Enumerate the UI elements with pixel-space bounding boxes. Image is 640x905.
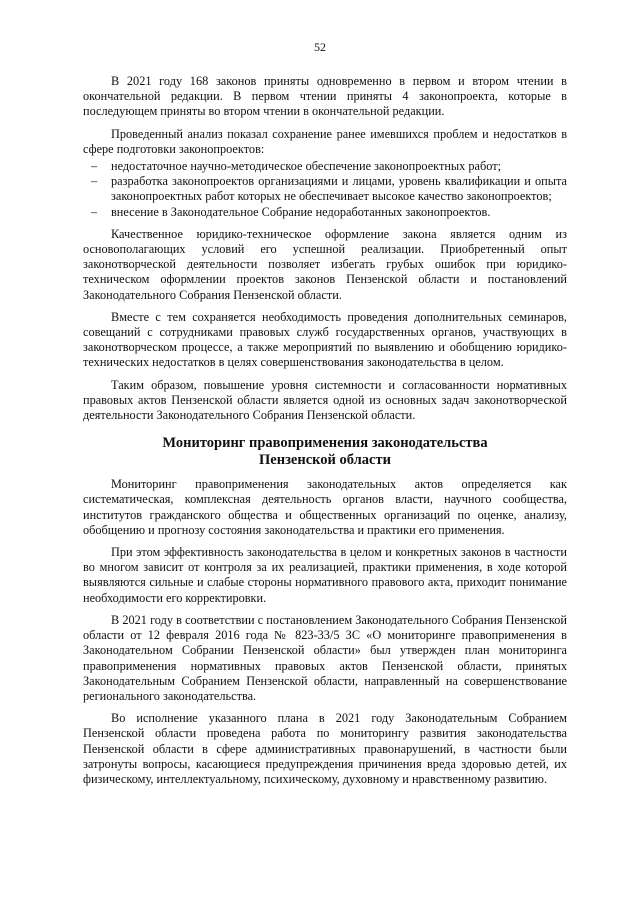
section-heading-line: Мониторинг правоприменения законодательства [162,435,488,452]
section-heading-line: Пензенской области [259,452,391,469]
paragraph: Во исполнение указанного плана в 2021 году Законодательным Собранием Пензенской области проведена работа по мониторингу развития законодательства Пензенской области в сфере административных правонарушений, в частности были затронуты вопросы, касающиеся предупреждения причинения вреда здоровью детей, их физическому, интеллектуальному, психическому, духовному и нравственному развитию. [83,711,567,786]
list-item [83,174,567,204]
paragraph: При этом эффективность законодательства в целом и конкретных законов в частности во многом зависит от контроля за их реализацией, практики применения, в ходе которой выявляются сильные и слабые стороны нормативного правового акта, приходит понимание необходимости его корректировки. [83,545,567,605]
list-item [83,159,567,174]
bullet-marker: – [91,204,98,219]
list-item-text: разработка законопроектов организациями и лицами, уровень квалификации и опыта законопроектных работ которых не обеспечивает высокое качество законопроектов; [111,174,567,204]
paragraph: Проведенный анализ показал сохранение ранее имевшихся проблем и недостатков в сфере подготовки законопроектов: [83,126,567,156]
list-item [83,205,567,220]
bullet-marker: – [91,174,98,189]
paragraph: Вместе с тем сохраняется необходимость проведения дополнительных семинаров, совещаний с сотрудниками правовых служб государственных органов, участвующих в законотворческом процессе, а также мероприятий по выявлению и обобщению юридико-технических недостатков в целях совершенствования законодательства в целом. [83,309,567,370]
paragraph: Качественное юридико-техническое оформление закона является одним из основополагающих условий его успешной реализации. Приобретенный опыт законотворческой деятельности позволяет избегать грубых ошибок при юридико-техническом оформлении проектов законов Пензенской области и постановлений Законодательного Собрания Пензенской области. [83,226,567,302]
section-heading [83,435,567,469]
page-content [83,74,567,794]
paragraph: В 2021 году в соответствии с постановлением Законодательного Собрания Пензенской области от 12 февраля 2016 года № 823-33/5 ЗС «О мониторинге правоприменения в Законодательном Собрании Пензенской области» был утвержден план мониторинга правоприменения нормативных правовых актов Пензенской области, принятых Законодательным Собранием Пензенской области, направленный на совершенствование регионального законодательства. [83,612,567,703]
paragraph: Мониторинг правоприменения законодательных актов определяется как систематическая, комплексная деятельность органов власти, научного сообщества, институтов гражданского общества и общественных организаций по оценке, анализу, обобщению и прогнозу состояния законодательства и практики его применения. [83,477,567,537]
list-item-text: недостаточное научно-методическое обеспечение законопроектных работ; [111,159,502,174]
bullet-list [83,159,567,220]
page-number: 52 [314,40,326,54]
paragraph: В 2021 году 168 законов приняты одновременно в первом и втором чтении в окончательной редакции. В первом чтении приняты 4 законопроекта, которые в последующем приняты во втором чтении в окончательной редакции. [83,74,567,119]
bullet-marker: – [91,159,98,174]
paragraph: Таким образом, повышение уровня системности и согласованности нормативных правовых актов Пензенской области является одной из основных задач законотворческой деятельности Законодательного Собрания Пензенской области. [83,377,567,423]
list-item-text: внесение в Законодательное Собрание недоработанных законопроектов. [111,204,491,219]
